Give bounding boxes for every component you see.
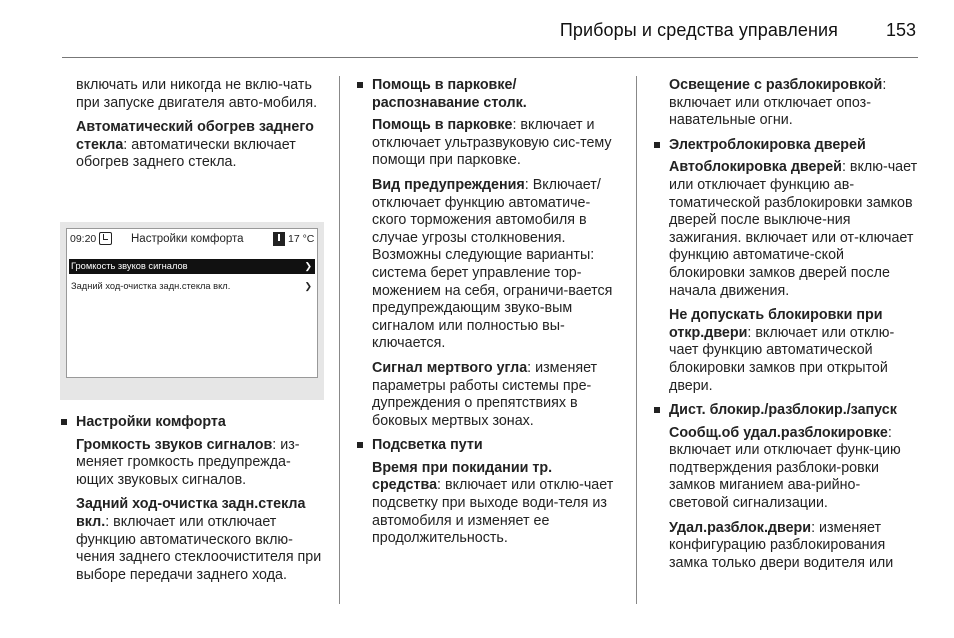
paragraph: [372, 177, 624, 353]
column-divider-2: [636, 76, 637, 604]
term: Не допускать блокировки при откр.двери: [669, 307, 883, 341]
display-status-bar: [67, 229, 317, 251]
section-heading: Помощь в парковке/ распознавание столк.: [372, 77, 552, 112]
column-3: [669, 77, 919, 579]
column-1-bottom: [76, 414, 328, 591]
paragraph: [372, 360, 624, 430]
term: Задний ход-очистка задн.стекла вкл.: [76, 496, 306, 530]
definition: : включает или отклю-чает подсветку при выходе води-теля из автомобиля и изменяет ее продолжительность.: [372, 477, 614, 547]
term: Помощь в парковке: [372, 117, 513, 134]
display-temperature: 17 °C: [288, 233, 315, 245]
menu-item-signal-volume[interactable]: [69, 259, 315, 274]
definition: : изменяет конфигурацию разблокирования замка только двери водителя или: [669, 519, 894, 571]
menu-item-rear-wiper[interactable]: [69, 279, 315, 294]
definition: : включает и отключает ультразвуковую сис-тему помощи при парковке.: [372, 117, 612, 169]
definition: : включает или отключает опоз-навательные огни.: [669, 77, 887, 129]
definition: : включает или отключает функцию автоматического вклю-чения заднего стеклоочистителя при выборе передачи заднего хода.: [76, 513, 322, 583]
chevron-right-icon: ❯: [304, 261, 312, 271]
definition: : автоматически включает обогрев заднего стекла.: [76, 136, 296, 171]
term: Громкость звуков сигналов: [76, 436, 273, 453]
page-number: 153: [885, 20, 916, 40]
term: Вид предупреждения: [372, 176, 525, 193]
bullet-square-icon: [357, 82, 363, 88]
definition: : изменяет параметры работы системы пре-дупреждения о препятствиях в боковых мертвых зонах.: [372, 359, 598, 429]
paragraph: [372, 117, 624, 170]
section-heading: Подсветка пути: [372, 437, 624, 455]
paragraph: [669, 425, 919, 513]
definition: : включает или отклю-чает функцию автоматической блокировки замков при открытой двери.: [669, 324, 895, 394]
paragraph: [669, 520, 919, 573]
term: Автоматический обогрев заднего стекла: [76, 119, 314, 153]
header-rule: [62, 57, 918, 58]
term: Сигнал мертвого угла: [372, 359, 528, 376]
menu-item-label: Громкость звуков сигналов: [71, 261, 188, 271]
chevron-right-icon: ❯: [304, 281, 312, 291]
paragraph: [76, 119, 328, 172]
column-2: [372, 77, 624, 555]
bullet-square-icon: [654, 407, 660, 413]
display-screen: [66, 228, 318, 378]
definition: : вклю-чает или отключает функцию ав-томатической разблокировки замков дверей после выключе-ния зажигания. включает или от-ключает функцию автоматиче-ской блокировки замков дверей после начала движения.: [669, 159, 918, 299]
section-heading: Настройки комфорта: [76, 414, 328, 432]
device-screenshot: [60, 222, 324, 400]
term: Автоблокировка дверей: [669, 159, 842, 176]
paragraph: [76, 496, 328, 584]
term: Время при покидании тр. средства: [372, 459, 553, 494]
paragraph: [372, 460, 624, 548]
definition: : включает или отключает функ-цию подтверждения разблоки-ровки замков миганием ава-рийно-световой сигнализации.: [669, 424, 901, 512]
thermometer-icon: [273, 232, 285, 246]
paragraph: [669, 159, 919, 300]
term: Удал.разблок.двери: [669, 519, 812, 536]
paragraph: [669, 77, 919, 130]
section-heading: Дист. блокир./разблокир./запуск: [669, 402, 919, 420]
menu-item-label: Задний ход-очистка задн.стекла вкл.: [71, 281, 231, 291]
definition: : Включает/ отключает функцию автоматиче-ского торможения автомобиля в случае угрозы столкновения. Возможны следующие варианты: система берет управление тор-можением на себя, ограничи-вается предупреждающим звуко-вым сигналом или полностью вы-ключается.: [372, 176, 613, 352]
definition: : из-меняет громкость предупрежда-ющих звуковых сигналов.: [76, 436, 300, 488]
bullet-square-icon: [61, 419, 67, 425]
term: Сообщ.об удал.разблокировке: [669, 424, 888, 441]
column-divider-1: [339, 76, 340, 604]
section-heading: Электроблокировка дверей: [669, 137, 919, 155]
paragraph: [669, 307, 919, 395]
clock-icon: [99, 232, 112, 245]
column-1-top: [76, 77, 328, 179]
display-title: Настройки комфорта: [131, 233, 244, 245]
header-title: Приборы и средства управления: [559, 20, 838, 40]
paragraph: включать или никогда не вклю-чать при запуске двигателя авто-мобиля.: [76, 77, 318, 111]
display-time: 09:20: [70, 233, 97, 245]
term: Освещение с разблокировкой: [669, 77, 883, 93]
bullet-square-icon: [654, 142, 660, 148]
bullet-square-icon: [357, 442, 363, 448]
paragraph: [76, 437, 328, 490]
